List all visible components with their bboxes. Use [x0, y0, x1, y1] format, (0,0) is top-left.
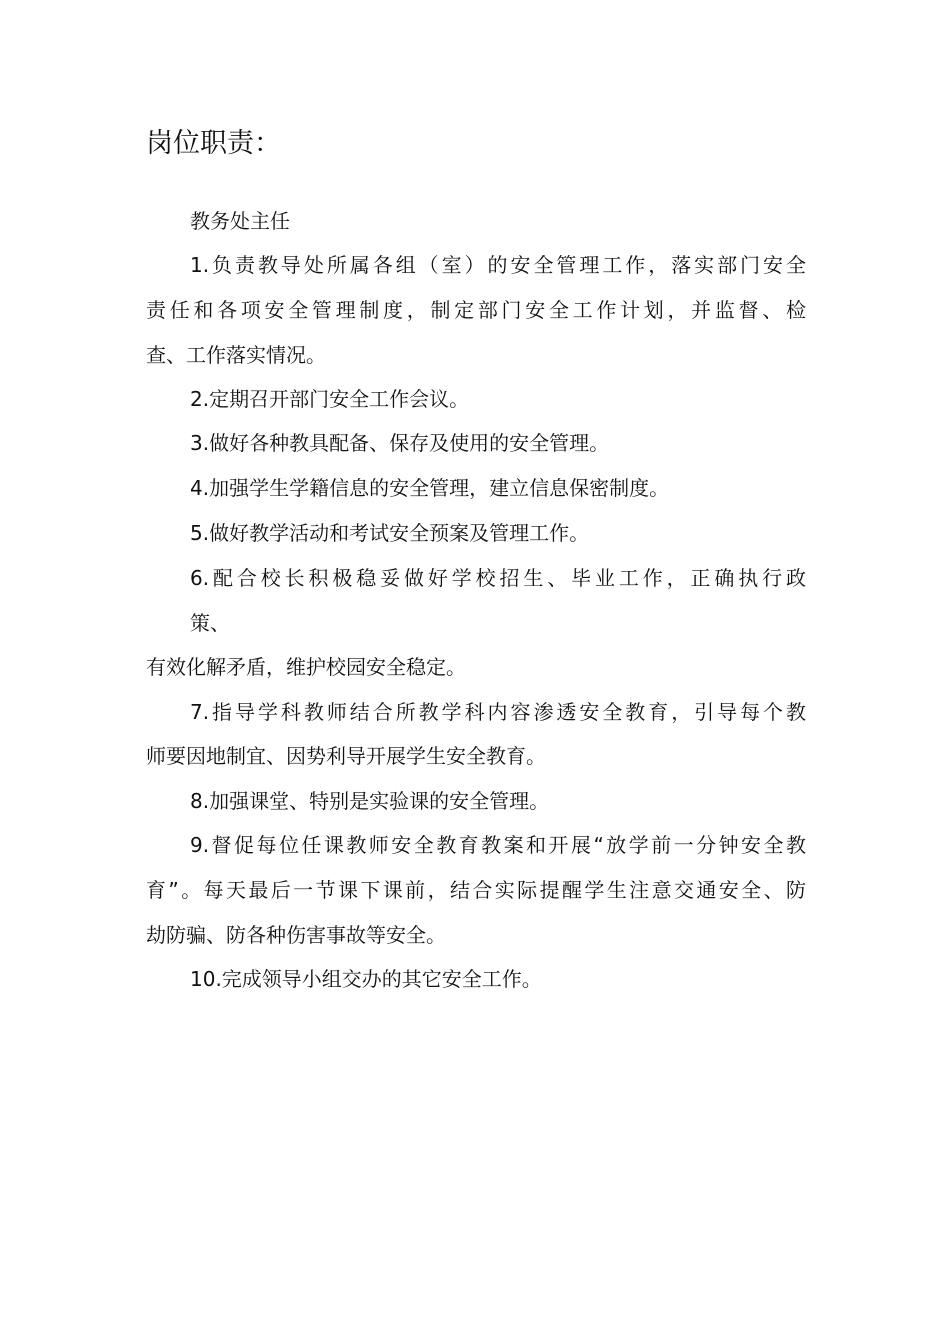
duty-3: 3.做好各种教具配备、保存及使用的安全管理。: [190, 431, 610, 455]
page-title: 岗位职责：: [146, 128, 281, 159]
duty-9-line-3: 劫防骗、防各种伤害事故等安全。: [146, 923, 446, 947]
duty-6-line-3: 有效化解矛盾，维护校园安全稳定。: [146, 655, 466, 679]
duty-6-line-1: 6.配合校长积极稳妥做好学校招生、毕业工作，正确执行政: [190, 566, 806, 590]
duty-2: 2.定期召开部门安全工作会议。: [190, 387, 470, 411]
duty-7-line-1: 7.指导学科教师结合所教学科内容渗透安全教育，引导每个教: [190, 700, 806, 724]
duty-9-line-1: 9.督促每位任课教师安全教育教案和开展“放学前一分钟安全教: [190, 833, 806, 857]
duty-7-line-2: 师要因地制宜、因势利导开展学生安全教育。: [146, 744, 546, 768]
duty-4: 4.加强学生学籍信息的安全管理，建立信息保密制度。: [190, 476, 670, 500]
duty-8: 8.加强课堂、特别是实验课的安全管理。: [190, 789, 550, 813]
duty-6-line-2: 策、: [190, 611, 230, 635]
duty-10: 10.完成领导小组交办的其它安全工作。: [190, 967, 542, 991]
role-title: 教务处主任: [190, 209, 290, 233]
duty-5: 5.做好教学活动和考试安全预案及管理工作。: [190, 521, 590, 545]
duty-1-line-2: 责任和各项安全管理制度，制定部门安全工作计划，并监督、检: [146, 298, 806, 322]
duty-1-line-1: 1.负责教导处所属各组（室）的安全管理工作，落实部门安全: [190, 253, 806, 277]
duty-1-line-3: 查、工作落实情况。: [146, 343, 326, 367]
duty-9-line-2: 育”。每天最后一节课下课前，结合实际提醒学生注意交通安全、防: [146, 878, 806, 902]
